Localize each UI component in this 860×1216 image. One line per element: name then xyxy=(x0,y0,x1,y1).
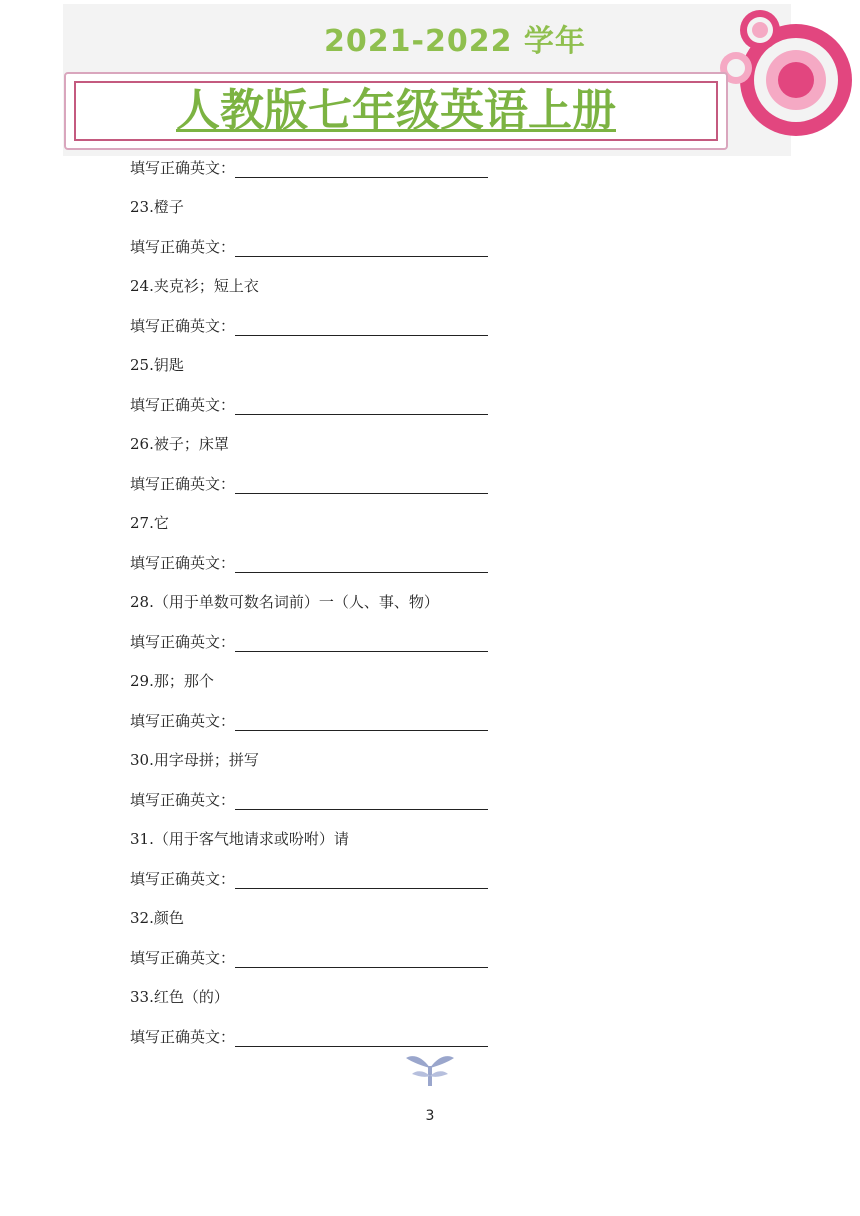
question-item: 23.橙子 xyxy=(130,198,184,216)
answer-row[interactable] xyxy=(130,789,488,810)
answer-row[interactable] xyxy=(130,947,488,968)
answer-blank[interactable] xyxy=(235,400,488,415)
answer-blank[interactable] xyxy=(235,953,488,968)
question-item: 26.被子；床罩 xyxy=(130,435,229,453)
question-item: 25.钥匙 xyxy=(130,356,184,374)
answer-row[interactable] xyxy=(130,473,488,494)
answer-row[interactable] xyxy=(130,868,488,889)
answer-label: 填写正确英文： xyxy=(130,238,236,256)
answer-blank[interactable] xyxy=(235,874,488,889)
answer-label: 填写正确英文： xyxy=(130,791,236,809)
answer-row[interactable] xyxy=(130,1026,488,1047)
answer-row[interactable] xyxy=(130,315,488,336)
page-title: 人教版七年级英语上册 xyxy=(176,85,616,136)
answer-row[interactable] xyxy=(130,236,488,257)
answer-label: 填写正确英文： xyxy=(130,949,236,967)
answer-blank[interactable] xyxy=(235,321,488,336)
answer-blank[interactable] xyxy=(235,1032,488,1047)
answer-row[interactable] xyxy=(130,631,488,652)
answer-label: 填写正确英文： xyxy=(130,554,236,572)
question-item: 30.用字母拼；拼写 xyxy=(130,751,259,769)
question-item: 29.那；那个 xyxy=(130,672,214,690)
answer-label: 填写正确英文： xyxy=(130,159,236,177)
answer-blank[interactable] xyxy=(235,558,488,573)
sprout-logo-icon xyxy=(404,1052,456,1088)
answer-label: 填写正确英文： xyxy=(130,396,236,414)
answer-blank[interactable] xyxy=(235,637,488,652)
answer-blank[interactable] xyxy=(235,795,488,810)
answer-blank[interactable] xyxy=(235,716,488,731)
answer-label: 填写正确英文： xyxy=(130,1028,236,1046)
header-banner xyxy=(63,4,791,156)
answer-row[interactable] xyxy=(130,552,488,573)
answer-label: 填写正确英文： xyxy=(130,317,236,335)
answer-row[interactable] xyxy=(130,394,488,415)
answer-label: 填写正确英文： xyxy=(130,712,236,730)
question-item: 31.（用于客气地请求或吩咐）请 xyxy=(130,830,349,848)
answer-label: 填写正确英文： xyxy=(130,870,236,888)
answer-label: 填写正确英文： xyxy=(130,475,236,493)
school-year: 2021-2022 学年 xyxy=(324,24,586,59)
answer-row[interactable] xyxy=(130,157,488,178)
answer-row[interactable] xyxy=(130,710,488,731)
answer-blank[interactable] xyxy=(235,242,488,257)
question-item: 33.红色（的） xyxy=(130,988,229,1006)
answer-blank[interactable] xyxy=(235,479,488,494)
question-item: 24.夹克衫；短上衣 xyxy=(130,277,259,295)
question-item: 28.（用于单数可数名词前）一（人、事、物） xyxy=(130,593,439,611)
answer-blank[interactable] xyxy=(235,163,488,178)
page-number: 3 xyxy=(425,1108,435,1124)
question-item: 27.它 xyxy=(130,514,169,532)
answer-label: 填写正确英文： xyxy=(130,633,236,651)
question-item: 32.颜色 xyxy=(130,909,184,927)
